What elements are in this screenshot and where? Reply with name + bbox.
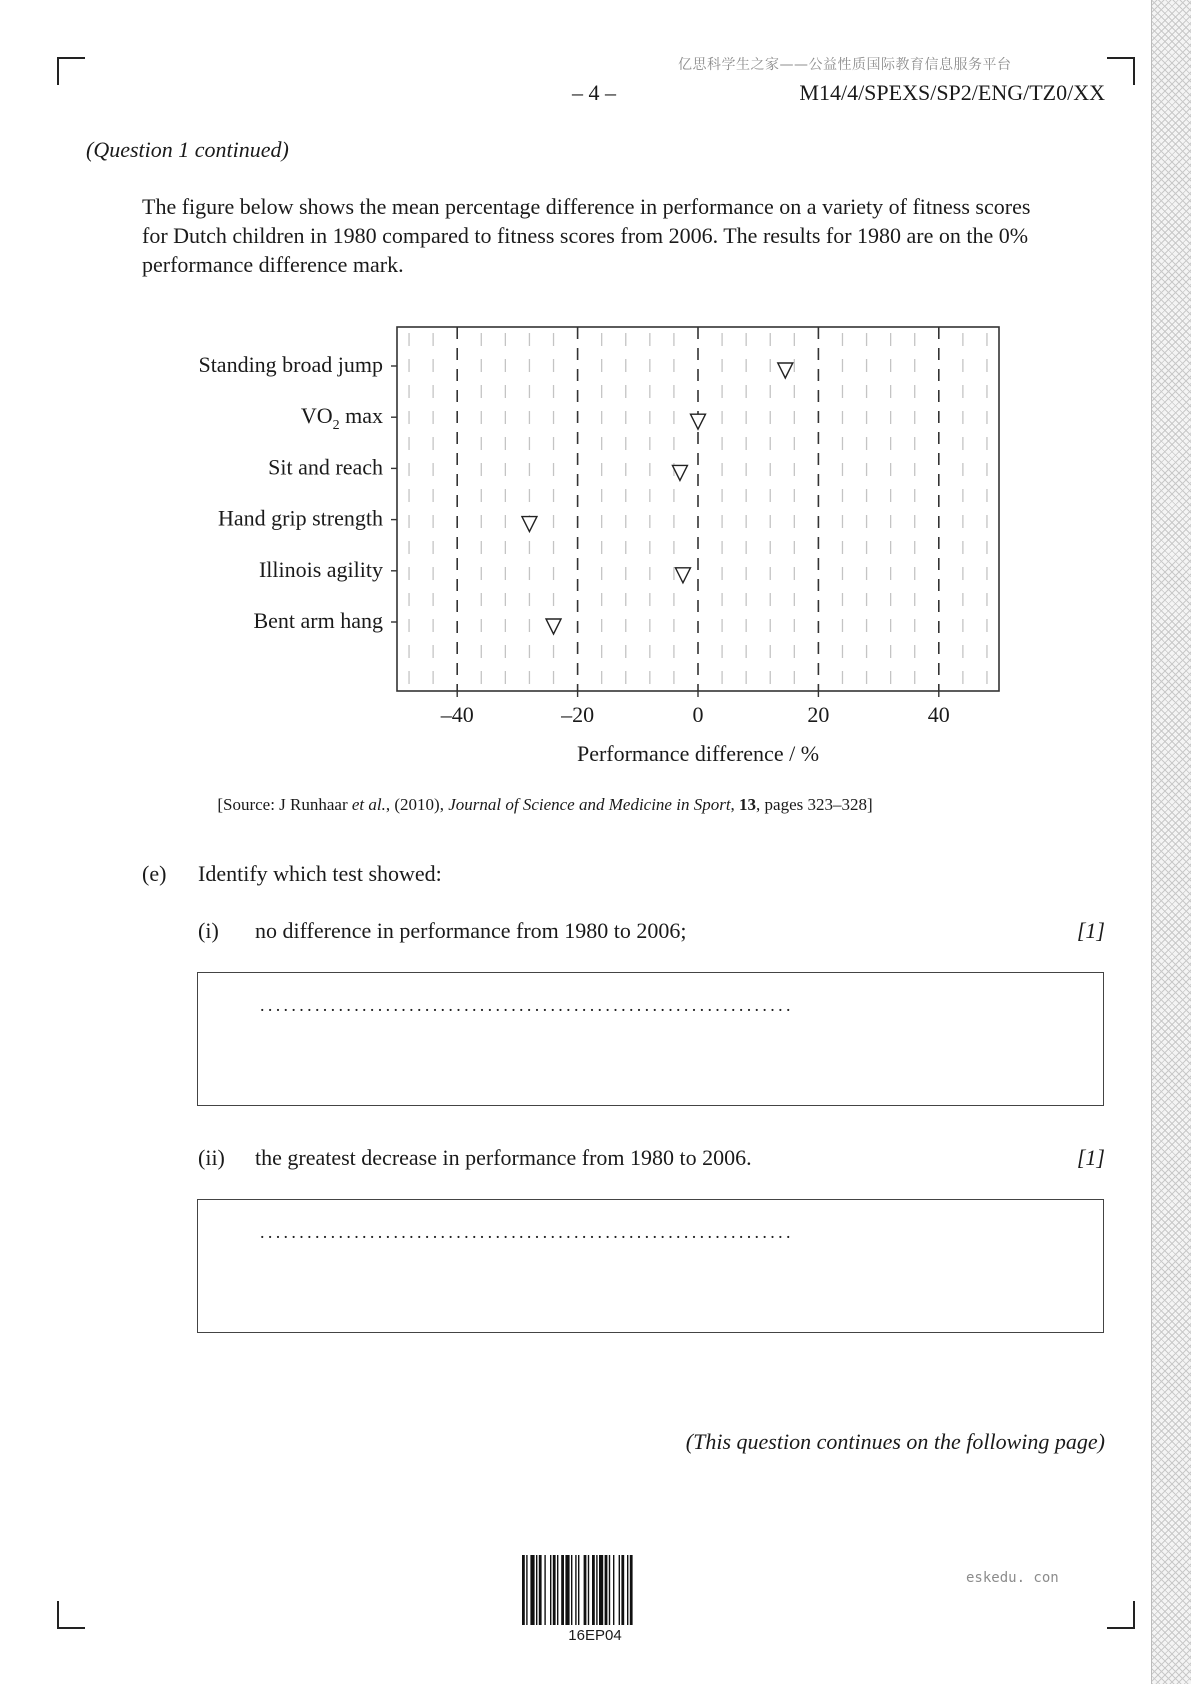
- paper-code: M14/4/SPEXS/SP2/ENG/TZ0/XX: [799, 80, 1105, 105]
- barcode-bar: [627, 1555, 628, 1625]
- barcode-bar: [530, 1555, 534, 1625]
- crop-mark-bottom-right: [1107, 1601, 1135, 1629]
- category-label: Hand grip strength: [218, 505, 383, 531]
- part-ii-text: the greatest decrease in performance from 1980 to 2006.: [255, 1145, 752, 1170]
- data-point-marker: [672, 465, 687, 480]
- source-volume: 13: [739, 795, 757, 814]
- part-i-marks: [1]: [1076, 918, 1105, 943]
- category-label: Bent arm hang: [253, 608, 383, 633]
- barcode-bar: [605, 1555, 608, 1625]
- barcode-bar: [553, 1555, 556, 1625]
- figure-description: The figure below shows the mean percentage difference in performance on a variety of fitness scores for Dutch children in 1980 compared to fitness scores from 2006. The results for 1980 are on the 0% performance difference mark.: [142, 194, 1031, 277]
- part-i-text: no difference in performance from 1980 to 2006;: [255, 918, 687, 943]
- source-prefix: [Source: J Runhaar: [217, 795, 352, 814]
- data-point-marker: [778, 363, 793, 378]
- x-tick-label: 0: [692, 702, 704, 727]
- barcode-bar: [596, 1555, 597, 1625]
- crop-mark-top-right: [1107, 57, 1135, 85]
- question-continued-label: (Question 1 continued): [86, 137, 289, 162]
- plot-frame: [397, 327, 999, 691]
- page-edge-pattern: [1151, 0, 1191, 1684]
- barcode-bar: [557, 1555, 558, 1625]
- barcode-bar: [565, 1555, 569, 1625]
- barcode-bar: [544, 1555, 545, 1625]
- category-label: Illinois agility: [258, 556, 383, 582]
- part-ii-marks: [1]: [1076, 1145, 1105, 1170]
- site-watermark: eskedu. con: [966, 1570, 1059, 1586]
- barcode-bar: [584, 1555, 587, 1625]
- chart-svg: [160, 318, 1020, 778]
- answer-line-i: ....................................................................: [260, 995, 794, 1015]
- question-e-text: Identify which test showed:: [198, 861, 442, 886]
- x-tick-label: –40: [440, 702, 474, 727]
- x-tick-label: 20: [807, 702, 830, 727]
- performance-chart: [160, 318, 1020, 783]
- x-tick-label: –20: [561, 702, 595, 727]
- data-point-marker: [675, 568, 690, 583]
- barcode-bar: [613, 1555, 614, 1625]
- source-mid: , (2010),: [385, 795, 449, 814]
- answer-box-i[interactable]: [197, 972, 1104, 1106]
- source-suffix: , pages 323–328]: [756, 795, 873, 814]
- crop-mark-bottom-left: [57, 1601, 85, 1629]
- x-axis-label: Performance difference / %: [576, 741, 820, 766]
- page-number: – 4 –: [572, 80, 616, 105]
- continues-note: (This question continues on the following page): [685, 1429, 1105, 1454]
- category-label: Sit and reach: [268, 454, 383, 480]
- barcode-bar: [599, 1555, 603, 1625]
- barcode-label: 16EP04: [568, 1627, 622, 1644]
- barcode-bar: [621, 1555, 624, 1625]
- barcode-bar: [526, 1555, 527, 1625]
- x-tick-label: 40: [927, 702, 950, 727]
- source-journal: Journal of Science and Medicine in Sport: [448, 795, 731, 814]
- figure-source: [160, 795, 930, 815]
- barcode-bar: [578, 1555, 579, 1625]
- barcode-bar: [592, 1555, 595, 1625]
- barcode-bar: [550, 1555, 551, 1625]
- barcode-bar: [536, 1555, 537, 1625]
- data-point-marker: [691, 414, 706, 429]
- barcode-bar: [539, 1555, 542, 1625]
- data-point-marker: [522, 517, 537, 532]
- barcode-bar: [619, 1555, 620, 1625]
- barcode-bar: [575, 1555, 576, 1625]
- barcode: [522, 1555, 668, 1630]
- answer-line-ii: ....................................................................: [260, 1222, 794, 1242]
- watermark-text: 亿思科学生之家——公益性质国际教育信息服务平台: [678, 57, 1012, 73]
- data-point-marker: [546, 619, 561, 634]
- source-sep: ,: [730, 795, 740, 814]
- question-e-label: (e): [142, 861, 167, 886]
- barcode-bar: [630, 1555, 633, 1625]
- barcode-bar: [522, 1555, 525, 1625]
- barcode-graphic: [522, 1555, 668, 1625]
- category-label: Standing broad jump: [198, 352, 383, 377]
- barcode-bar: [588, 1555, 589, 1625]
- part-i-label: (i): [198, 918, 219, 943]
- barcode-bar: [561, 1555, 564, 1625]
- part-ii-label: (ii): [198, 1145, 225, 1170]
- barcode-bar: [609, 1555, 610, 1625]
- barcode-bar: [571, 1555, 572, 1625]
- crop-mark-top-left: [57, 57, 85, 85]
- answer-box-ii[interactable]: [197, 1199, 1104, 1333]
- source-etal: et al.: [351, 795, 386, 814]
- category-label: $VO_2$ max: [300, 403, 383, 434]
